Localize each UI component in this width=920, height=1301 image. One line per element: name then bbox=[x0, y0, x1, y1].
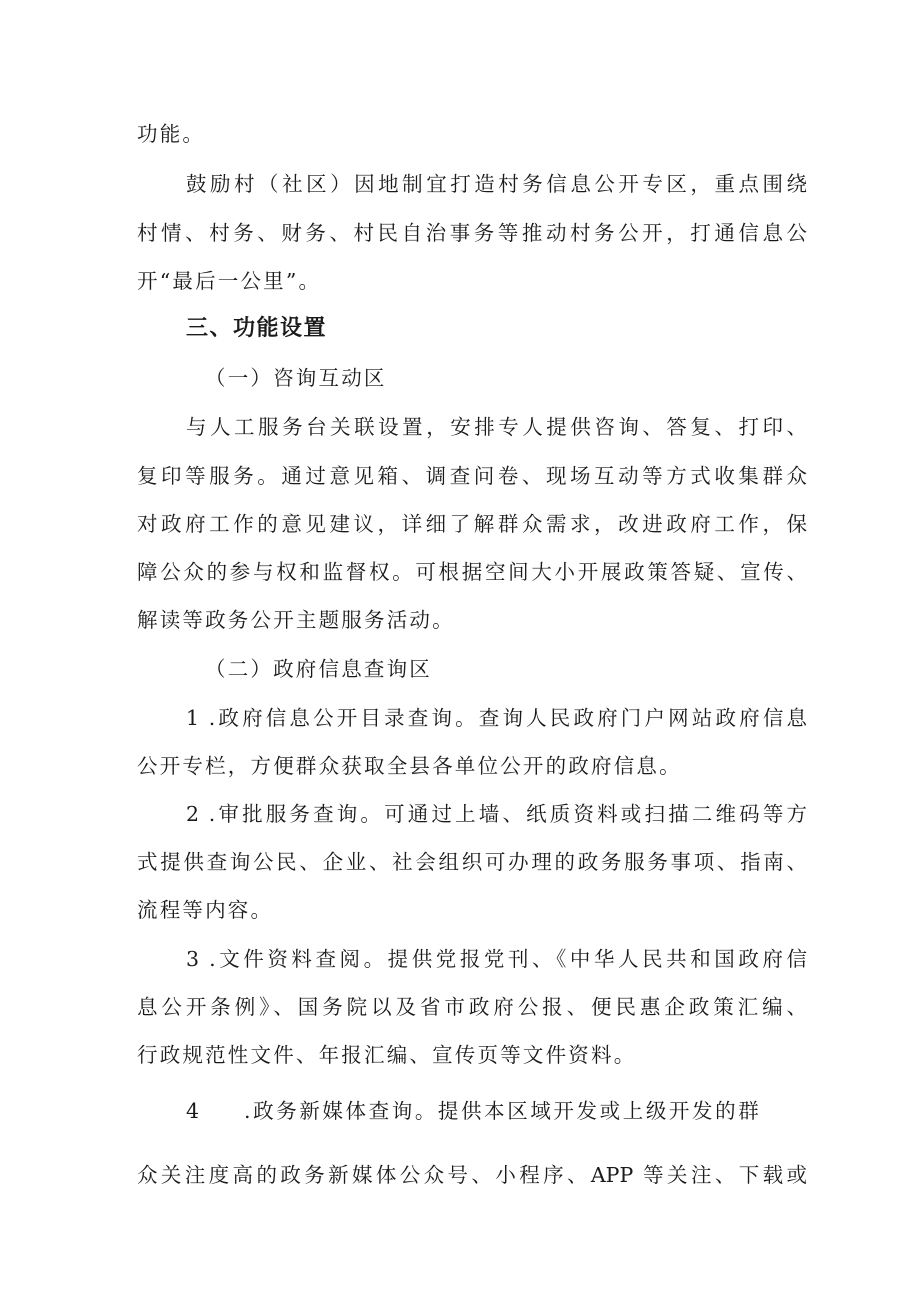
paragraph-line: 功能。 bbox=[137, 122, 206, 146]
subsection-heading: （一）咨询互动区 bbox=[205, 366, 387, 390]
paragraph-line: 开“最后一公里”。 bbox=[137, 269, 322, 293]
paragraph-line: 复印等服务。通过意见箱、调查问卷、现场互动等方式收集群众 bbox=[137, 464, 807, 488]
subsection-heading: （二）政府信息查询区 bbox=[205, 657, 432, 681]
list-item-line: .政务新媒体查询。提供本区域开发或上级开发的群 bbox=[244, 1099, 762, 1123]
list-item-line: 流程等内容。 bbox=[137, 898, 274, 922]
list-item-line: 众关注度高的政务新媒体公众号、小程序、APP 等关注、下载或 bbox=[137, 1163, 807, 1187]
section-heading: 三、功能设置 bbox=[186, 316, 328, 341]
paragraph-line: 解读等政务公开主题服务活动。 bbox=[137, 608, 455, 632]
list-item-line: 息公开条例》、国务院以及省市政府公报、便民惠企政策汇编、 bbox=[137, 995, 807, 1019]
list-item-line: 1 .政府信息公开目录查询。查询人民政府门户网站政府信息 bbox=[186, 706, 807, 730]
list-item-line: 3 .文件资料查阅。提供党报党刊、《中华人民共和国政府信 bbox=[186, 947, 807, 971]
list-item-number: 4 bbox=[186, 1099, 200, 1123]
paragraph-line: 对政府工作的意见建议，详细了解群众需求，改进政府工作，保 bbox=[137, 512, 807, 536]
paragraph-line: 村情、村务、财务、村民自治事务等推动村务公开，打通信息公 bbox=[137, 221, 807, 245]
paragraph-line: 障公众的参与权和监督权。可根据空间大小开展政策答疑、宣传、 bbox=[137, 560, 807, 584]
list-item-line: 式提供查询公民、企业、社会组织可办理的政务服务事项、指南、 bbox=[137, 850, 807, 874]
paragraph-line: 与人工服务台关联设置，安排专人提供咨询、答复、打印、 bbox=[186, 415, 807, 439]
list-item-line: 公开专栏，方便群众获取全县各单位公开的政府信息。 bbox=[137, 754, 682, 778]
list-item-line: 行政规范性文件、年报汇编、宣传页等文件资料。 bbox=[137, 1043, 637, 1067]
list-item-line: 2 .审批服务查询。可通过上墙、纸质资料或扫描二维码等方 bbox=[186, 802, 807, 826]
paragraph-line: 鼓励村（社区）因地制宜打造村务信息公开专区，重点围绕 bbox=[186, 172, 807, 196]
